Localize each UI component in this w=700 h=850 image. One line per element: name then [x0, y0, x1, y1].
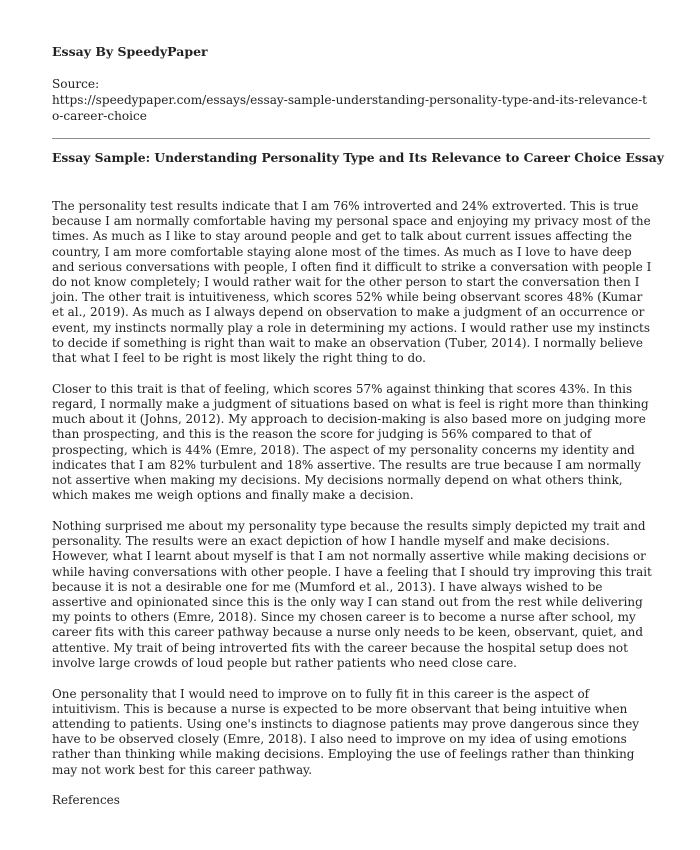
essay-title: Essay Sample: Understanding Personality Type and Its Relevance to Career Choice Essay — [52, 150, 664, 165]
document-header-title: Essay By SpeedyPaper — [52, 44, 208, 59]
essay-body — [52, 199, 654, 824]
references-heading: References — [52, 793, 120, 808]
source-label: Source: — [52, 77, 100, 91]
header-divider — [52, 138, 650, 139]
essay-paragraph: One personality that I would need to improve on to fully fit in this career is the aspect of intuitivism. This is because a nurse is expected to be more observant that being intuitive when attending to patients. Using one's instincts to diagnose patients may prove dangerous since they have to be observed closely (Emre, 2018). I also need to improve on my idea of using emotions rather than thinking while making decisions. Employing the use of feelings rather than thinking may not work best for this career pathway. — [52, 686, 640, 777]
source-url: https://speedypaper.com/essays/essay-sample-understanding-personality-type-and-its-relevance-to-career-choice — [52, 93, 648, 123]
essay-paragraph: Nothing surprised me about my personality type because the results simply depicted my trait and personality. The results were an exact depiction of how I handle myself and make decisions. However, what I learnt about myself is that I am not normally assertive while making decisions or while having conversations with other people. I have a feeling that I should try improving this trait because it is not a desirable one for me (Mumford et al., 2013). I have always wished to be assertive and opinionated since this is the only way I can stand out from the rest while delivering my points to others (Emre, 2018). Since my chosen career is to become a nurse after school, my career fits with this career pathway because a nurse only needs to be keen, observant, quiet, and attentive. My trait of being introverted fits with the career because the hospital setup does not involve large crowds of loud people but rather patients who need close care. — [52, 519, 652, 670]
essay-paragraph: Closer to this trait is that of feeling, which scores 57% against thinking that scores 43%. In this regard, I normally make a judgment of situations based on what is feel is right more than thinking much about it (Johns, 2012). My approach to decision-making is also based more on judging more than prospecting, and this is the reason the score for judging is 56% compared to that of prospecting, which is 44% (Emre, 2018). The aspect of my personality concerns my identity and indicates that I am 82% turbulent and 18% assertive. The results are true because I am normally not assertive when making my decisions. My decisions normally depend on what others think, which makes me weigh options and finally make a decision. — [52, 381, 649, 503]
source-block — [52, 76, 652, 124]
essay-paragraph: The personality test results indicate that I am 76% introverted and 24% extroverted. This is true because I am normally comfortable having my personal space and enjoying my privacy most of the times. As much as I like to stay around people and get to talk about current issues affecting the country, I am more comfortable staying alone most of the times. As much as I love to have deep and serious conversations with people, I often find it difficult to strike a conversation with people I do not know completely; I would rather wait for the other person to start the conversation then I join. The other trait is intuitiveness, which scores 52% while being observant scores 48% (Kumar et al., 2019). As much as I always depend on observation to make a judgment of an occurrence or event, my instincts normally play a role in determining my actions. I would rather use my instincts to decide if something is right than wait to make an observation (Tuber, 2014). I normally believe that what I feel to be right is most likely the right thing to do. — [52, 199, 652, 366]
